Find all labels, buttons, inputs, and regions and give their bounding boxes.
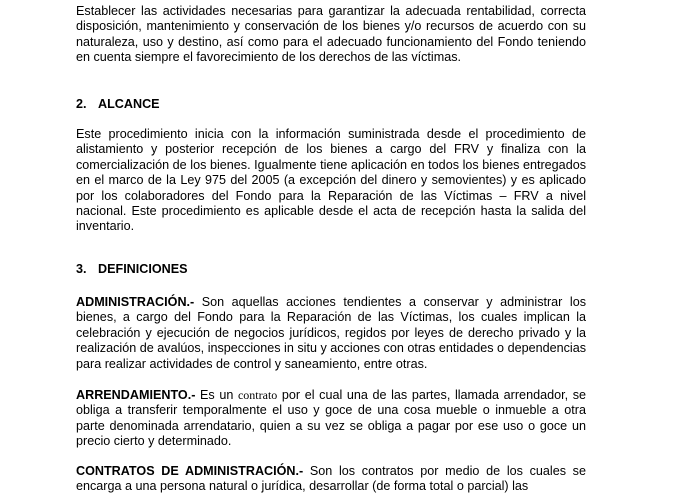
definition-text: por el cual una de las partes, llamada arrendador, se obliga a transferir temporalmente el uso y goce de una cosa mueble o inmueble a otra parte denominada arrendatario, quien a su vez se obliga a pagar por ese uso o goce un precio cierto y determinado. [76,388,586,449]
definition-arrendamiento [76,388,586,450]
definition-text: Son los contratos por medio de los cuales se encarga a una persona natural o jurídica, desarrollar (de forma total o parcial) las [76,464,586,494]
alcance-paragraph: Este procedimiento inicia con la información suministrada desde el procedimiento de alistamiento y posterior recepción de los bienes a cargo del FRV y finaliza con la comercialización de los bienes. Igualmente tiene aplicación en todos los bienes entregados en el marco de la Ley 975 del 2005 (a excepción del dinero y semovientes) y es aplicado por los colaboradores del Fondo para la Reparación de las Víctimas – FRV a nivel nacional. Este procedimiento es aplicable desde el acta de recepción hasta la salida del inventario. [76,127,586,234]
section-number: 3. [76,262,87,276]
section-title: ALCANCE [98,97,160,111]
section-number: 2. [76,97,87,111]
definition-term: ARRENDAMIENTO.- [76,388,196,402]
definition-contratos [76,464,586,495]
definition-text: Es un [195,388,238,402]
definition-text: Son aquellas acciones tendientes a conservar y administrar los bienes, a cargo del Fondo para la Reparación de las Víctimas, los cuales implican la celebración y ejecución de negocios jurídicos, regidos por leyes de derecho privado y la realización de avalúos, inspecciones in situ y acciones con otras entidades o dependencias para realizar actividades de control y saneamiento, entre otras. [76,295,586,371]
definition-term: CONTRATOS DE ADMINISTRACIÓN.- [76,464,304,478]
objetivo-paragraph: Establecer las actividades necesarias para garantizar la adecuada rentabilidad, correcta disposición, mantenimiento y conservación de los bienes y/o recursos de acuerdo con su naturaleza, uso y destino, así como para el adecuado funcionamiento del Fondo teniendo en cuenta siempre el favorecimiento de los derechos de las víctimas. [76,4,586,65]
section-title: DEFINICIONES [98,262,188,276]
section-heading-alcance [76,97,160,112]
definition-term: ADMINISTRACIÓN.- [76,295,195,309]
definition-administracion [76,295,586,372]
definition-text-contrato: contrato [237,388,278,402]
section-heading-definiciones [76,262,188,277]
